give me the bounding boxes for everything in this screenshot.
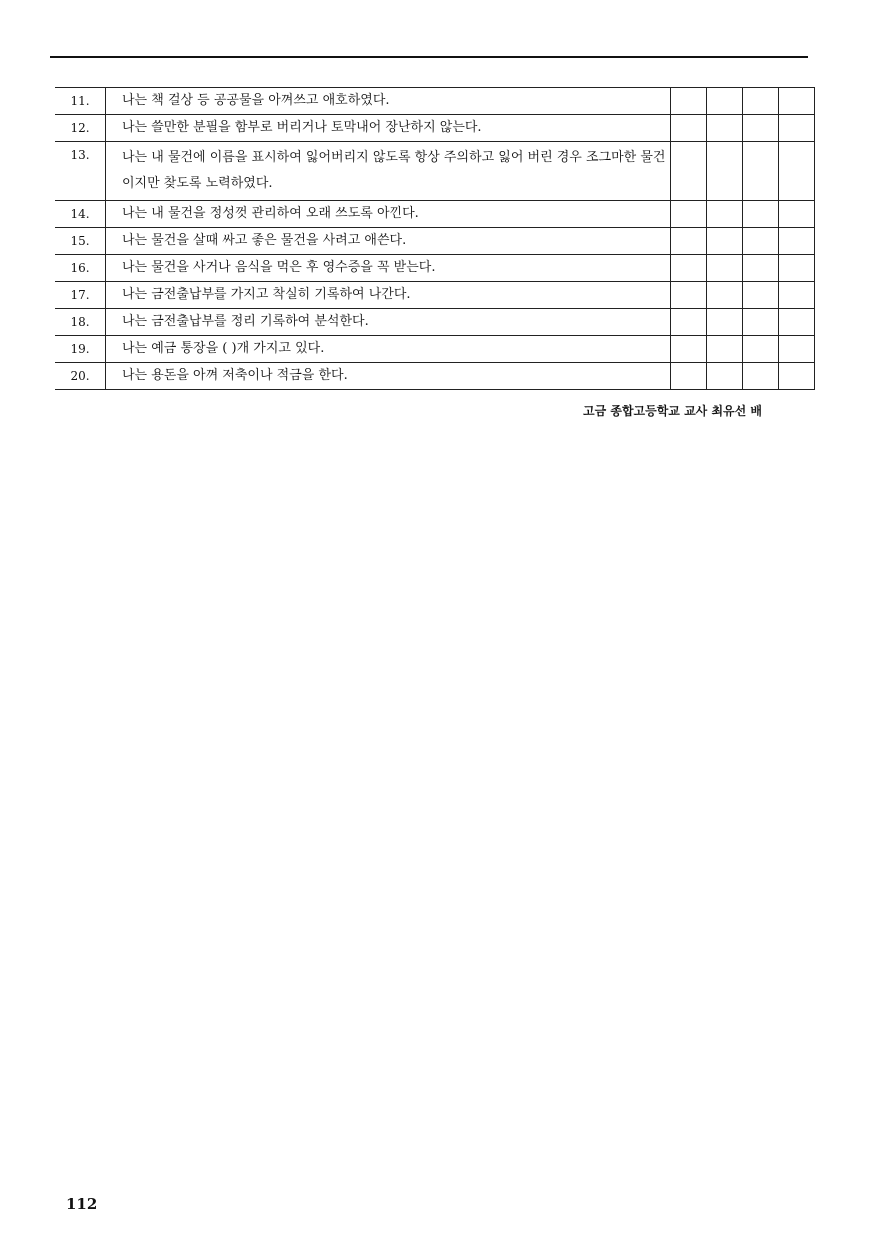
table-row (55, 142, 815, 201)
item-text: 나는 쓸만한 분필을 함부로 버리거나 토막내어 장난하지 않는다. (106, 115, 671, 142)
survey-table (55, 87, 815, 390)
item-number: 19. (55, 336, 106, 363)
item-text: 나는 내 물건에 이름을 표시하여 잃어버리지 않도록 항상 주의하고 잃어 버린 경우 조그마한 물건이지만 찾도록 노력하였다. (106, 142, 671, 201)
item-number: 12. (55, 115, 106, 142)
author-credit: 고금 종합고등학교 교사 최유선 배 (582, 404, 762, 418)
item-number: 17. (55, 282, 106, 309)
item-text: 나는 용돈을 아껴 저축이나 적금을 한다. (106, 363, 671, 390)
item-text: 나는 내 물건을 정성껏 관리하여 오래 쓰도록 아낀다. (106, 201, 671, 228)
check-cell[interactable] (743, 228, 779, 255)
check-cell[interactable] (779, 115, 815, 142)
item-text: 나는 물건을 사거나 음식을 먹은 후 영수증을 꼭 받는다. (106, 255, 671, 282)
item-number: 18. (55, 309, 106, 336)
table-row (55, 228, 815, 255)
item-text: 나는 예금 통장을 ( )개 가지고 있다. (106, 336, 671, 363)
item-text: 나는 금전출납부를 정리 기록하여 분석한다. (106, 309, 671, 336)
item-number: 16. (55, 255, 106, 282)
check-cell[interactable] (779, 282, 815, 309)
item-number: 14. (55, 201, 106, 228)
check-cell[interactable] (671, 88, 707, 115)
table-row (55, 115, 815, 142)
check-cell[interactable] (779, 201, 815, 228)
check-cell[interactable] (707, 255, 743, 282)
check-cell[interactable] (743, 115, 779, 142)
check-cell[interactable] (671, 115, 707, 142)
check-cell[interactable] (707, 282, 743, 309)
check-cell[interactable] (743, 363, 779, 390)
check-cell[interactable] (671, 201, 707, 228)
check-cell[interactable] (707, 115, 743, 142)
check-cell[interactable] (779, 336, 815, 363)
check-cell[interactable] (707, 88, 743, 115)
check-cell[interactable] (707, 336, 743, 363)
check-cell[interactable] (743, 282, 779, 309)
check-cell[interactable] (743, 142, 779, 201)
item-number: 15. (55, 228, 106, 255)
check-cell[interactable] (707, 142, 743, 201)
check-cell[interactable] (779, 142, 815, 201)
item-number: 13. (55, 142, 106, 201)
check-cell[interactable] (743, 309, 779, 336)
item-text: 나는 금전출납부를 가지고 착실히 기록하여 나간다. (106, 282, 671, 309)
check-cell[interactable] (743, 255, 779, 282)
check-cell[interactable] (779, 363, 815, 390)
check-cell[interactable] (671, 336, 707, 363)
table-row (55, 282, 815, 309)
check-cell[interactable] (779, 88, 815, 115)
check-cell[interactable] (671, 255, 707, 282)
check-cell[interactable] (671, 309, 707, 336)
check-cell[interactable] (707, 363, 743, 390)
check-cell[interactable] (671, 282, 707, 309)
check-cell[interactable] (671, 228, 707, 255)
table-row (55, 255, 815, 282)
check-cell[interactable] (743, 336, 779, 363)
check-cell[interactable] (743, 201, 779, 228)
table-row (55, 309, 815, 336)
check-cell[interactable] (743, 88, 779, 115)
check-cell[interactable] (779, 255, 815, 282)
top-rule (50, 56, 808, 58)
table-row (55, 201, 815, 228)
item-number: 11. (55, 88, 106, 115)
item-text: 나는 물건을 살때 싸고 좋은 물건을 사려고 애쓴다. (106, 228, 671, 255)
table-row (55, 363, 815, 390)
check-cell[interactable] (707, 309, 743, 336)
table-row (55, 336, 815, 363)
item-number: 20. (55, 363, 106, 390)
check-cell[interactable] (779, 309, 815, 336)
check-cell[interactable] (707, 228, 743, 255)
check-cell[interactable] (779, 228, 815, 255)
page-number: 112 (66, 1195, 98, 1213)
check-cell[interactable] (707, 201, 743, 228)
table-row (55, 88, 815, 115)
check-cell[interactable] (671, 142, 707, 201)
item-text: 나는 책 걸상 등 공공물을 아껴쓰고 애호하였다. (106, 88, 671, 115)
check-cell[interactable] (671, 363, 707, 390)
